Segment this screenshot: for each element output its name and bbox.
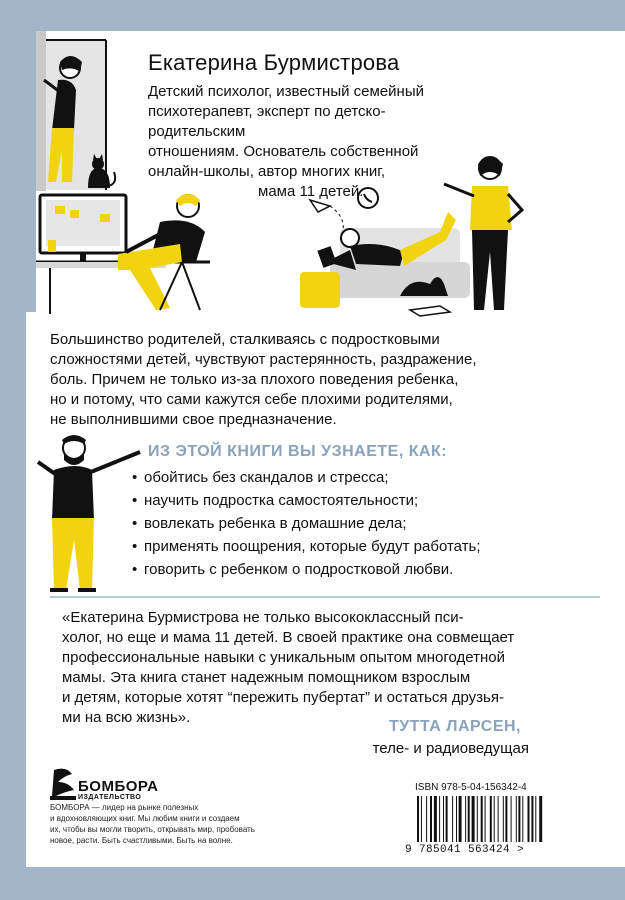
list-item [132, 535, 481, 558]
barcode-bar [528, 796, 530, 842]
barcode-bar [535, 796, 536, 842]
barcode-bar [490, 796, 492, 842]
publisher-name: БОМБОРА [78, 778, 159, 795]
publisher-blurb [50, 802, 280, 846]
author-bio-line: Детский психолог, известный семейный [148, 83, 424, 100]
barcode-bar [417, 796, 419, 842]
publisher-blurb-line: новое, расти. Быть счастливыми. Быть на волне. [50, 836, 233, 845]
author-bio-line: мама 11 детей. [258, 183, 364, 200]
couch-illustration [300, 188, 470, 316]
list-item [132, 558, 481, 581]
publisher-blurb-line: БОМБОРА — лидер на рынке полезных [50, 803, 199, 812]
barcode-bar [434, 796, 437, 842]
barcode-bar [518, 796, 520, 842]
barcode-bar [511, 796, 512, 842]
bombora-logo-icon [48, 766, 78, 804]
quote-author-role: теле- и радиоведущая [372, 740, 529, 757]
author-name: Екатерина Бурмистрова [148, 50, 400, 75]
section-divider [50, 596, 600, 598]
intro-line: но и потому, что сами кажутся себе плохими родителями, [50, 391, 453, 408]
barcode-bar [539, 796, 542, 842]
isbn-label: ISBN 978-5-04-156342-4 [415, 782, 527, 793]
author-bio-line: отношениям. Основатель собственной [148, 143, 419, 160]
barcode-bar [494, 796, 495, 842]
barcode-bar [503, 796, 504, 842]
quote-line: мамы. Эта книга станет надежным помощником взрослым [62, 669, 471, 686]
intro-paragraph [50, 330, 580, 430]
learn-heading: ИЗ ЭТОЙ КНИГИ ВЫ УЗНАЕТЕ, КАК: [148, 443, 448, 460]
barcode-bar [443, 796, 444, 842]
list-item [132, 489, 481, 512]
bullet: • [132, 561, 138, 578]
barcode-bar [505, 796, 507, 842]
publisher-subtitle: ИЗДАТЕЛЬСТВО [78, 794, 142, 801]
barcode-bar [485, 796, 486, 842]
intro-line: боль. Причем не только из-за плохого поведения ребенка, [50, 371, 459, 388]
barcode-bar [430, 796, 432, 842]
list-item-text: обойтись без скандалов и стресса; [144, 469, 389, 486]
barcode-bar [498, 796, 499, 842]
barcode-bar [516, 796, 517, 842]
barcode-bar [468, 796, 470, 842]
author-bio-line: онлайн-школы, автор многих книг, [148, 163, 386, 180]
barcode-bar [426, 796, 427, 842]
bullet: • [132, 538, 138, 555]
barcode-bar [465, 796, 466, 842]
barcode-bar [446, 796, 448, 842]
publisher-blurb-line: их, чтобы вы могли творить, открывать мир, пробовать [50, 825, 255, 834]
working-man-illustration [118, 194, 205, 310]
barcode-bar [531, 796, 533, 842]
quote-line: и детям, которые хотят “пережить пубертат” и остаться друзья- [62, 689, 504, 706]
learn-list [132, 466, 481, 581]
list-item [132, 466, 481, 489]
author-bio [148, 82, 478, 202]
quote-line: профессиональные навыки с уникальным опытом многодетной [62, 649, 505, 666]
list-item-text: научить подростка самостоятельности; [144, 492, 419, 509]
list-item-text: говорить с ребенком о подростковой любви. [144, 561, 454, 578]
isbn-barcode-block [403, 780, 600, 862]
quote-line: ми на всю жизнь». [62, 709, 191, 726]
barcode-bar [452, 796, 453, 842]
quote-line: холог, но еще и мама 11 детей. В своей практике она совмещает [62, 629, 515, 646]
intro-line: не выполнившими свое предназначение. [50, 411, 337, 428]
pointing-man-illustration [38, 435, 140, 592]
barcode-bar [472, 796, 475, 842]
bullet: • [132, 492, 138, 509]
quote-author: ТУТТА ЛАРСЕН, [388, 718, 521, 735]
barcode-digits: 9 785041 563424 > [405, 844, 525, 856]
bullet: • [132, 515, 138, 532]
barcode-bar [477, 796, 478, 842]
author-bio-line: психотерапевт, эксперт по детско-родительским [148, 103, 386, 140]
barcode-bar [522, 796, 523, 842]
bullet: • [132, 469, 138, 486]
list-item-text: вовлекать ребенка в домашние дела; [144, 515, 407, 532]
barcode-bar [439, 796, 440, 842]
list-item-text: применять поощрения, которые будут работать; [144, 538, 481, 555]
list-item [132, 512, 481, 535]
intro-line: сложностями детей, чувствуют растерянность, раздражение, [50, 351, 477, 368]
testimonial-quote [62, 608, 592, 728]
barcode-bar [456, 796, 457, 842]
quote-line: «Екатерина Бурмистрова не только высококлассный пси- [62, 609, 464, 626]
barcode-icon [409, 796, 595, 844]
barcode-bar [481, 796, 483, 842]
barcode-bar [459, 796, 462, 842]
barcode-bar [421, 796, 422, 842]
publisher-blurb-line: и вдохновляющих книг. Мы любим книги и создаем [50, 814, 240, 823]
intro-line: Большинство родителей, сталкиваясь с подростковыми [50, 331, 440, 348]
